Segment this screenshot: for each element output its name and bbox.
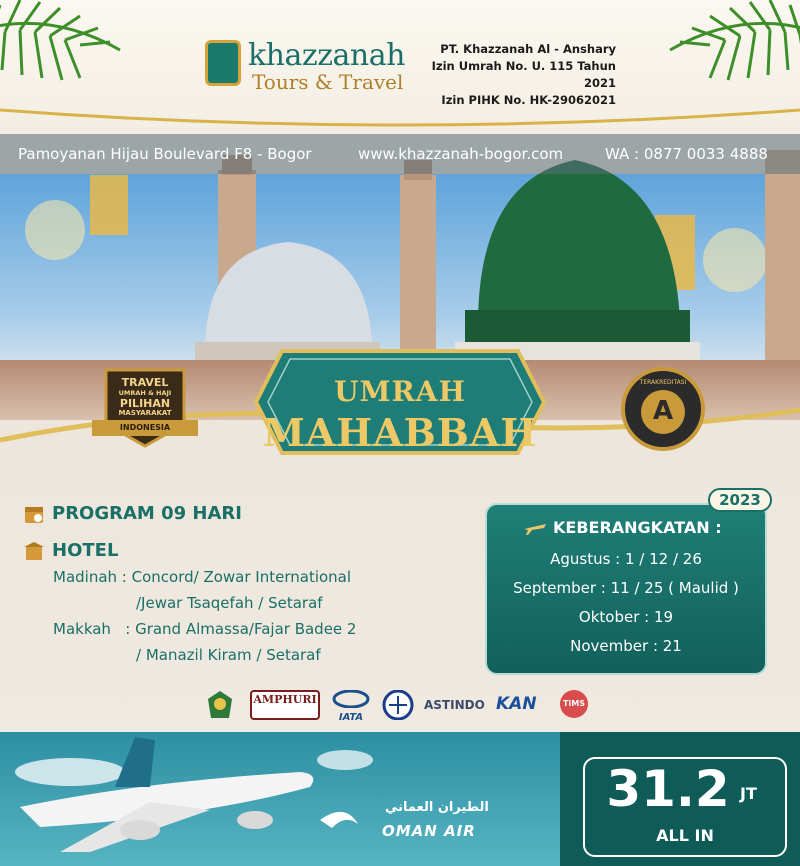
hotel-madinah-line2: /Jewar Tsaqefah / Setaraf: [136, 594, 323, 612]
hotel-icon: [24, 542, 44, 560]
license-pihk: Izin PIHK No. HK-29062021: [441, 93, 616, 107]
title-umrah: UMRAH: [334, 375, 466, 408]
travel-pilihan-badge: [92, 366, 198, 452]
hotel-makkah-line1: Makkah : Grand Almassa/Fajar Badee 2: [53, 620, 357, 638]
accreditation-badge: [620, 366, 706, 452]
globe-icon: [332, 690, 370, 708]
hotel-heading: HOTEL: [52, 540, 119, 561]
hotel-madinah-line1: Madinah : Concord/ Zowar International: [53, 568, 352, 586]
hotel-makkah-line2: / Manazil Kiram / Setaraf: [136, 646, 321, 664]
astindo-logo: ASTINDO: [424, 698, 485, 712]
calendar-icon: [24, 504, 44, 524]
oman-air-airplane-illustration: [0, 732, 560, 866]
departure-date-october: Oktober : 19: [578, 608, 674, 626]
website-link[interactable]: www.khazzanah-bogor.com: [358, 145, 564, 163]
company-name: PT. Khazzanah Al - Anshary: [440, 42, 616, 56]
kan-logo: KAN: [496, 694, 537, 714]
price-unit: JT: [740, 784, 757, 803]
whatsapp-number[interactable]: WA : 0877 0033 4888: [605, 145, 768, 163]
airplane-icon: [524, 520, 546, 536]
brand-subtitle: Tours & Travel: [252, 70, 404, 94]
departure-date-september: September : 11 / 25 ( Maulid ): [513, 579, 739, 597]
badge-pilihan: PILIHAN: [119, 397, 171, 410]
departure-date-august: Agustus : 1 / 12 / 26: [550, 550, 702, 568]
iata-logo: [332, 690, 370, 723]
program-duration: PROGRAM 09 HARI: [52, 503, 242, 524]
oman-air-name: OMAN AIR: [382, 822, 476, 840]
oman-air-arabic: الطيران العماني: [385, 800, 489, 815]
badge-travel: TRAVEL: [121, 376, 169, 389]
license-umrah: Izin Umrah No. U. 115 Tahun 2021: [431, 59, 616, 90]
badge-masyarakat: MASYARAKAT: [118, 409, 172, 417]
price-value: 31.2: [606, 760, 730, 818]
year-tag: 2023: [708, 488, 772, 512]
badge-indonesia: INDONESIA: [119, 423, 171, 432]
departure-date-november: November : 21: [570, 637, 682, 655]
accreditation-grade: A: [652, 396, 674, 426]
contact-info-bar: [0, 134, 800, 174]
address-text: Pamoyanan Hijau Boulevard F8 - Bogor: [18, 145, 312, 163]
tims-logo: TiMS: [560, 690, 588, 718]
kemenag-logo-icon: [205, 690, 235, 720]
brand-name: khazzanah: [248, 38, 405, 73]
badge-umrah-haji: UMRAH & HAJI: [118, 389, 172, 397]
accreditation-label: TERAKREDITASI: [639, 379, 687, 386]
palm-leaf-right-decoration: [650, 0, 800, 100]
iata-label: IATA: [338, 712, 364, 723]
khazzanah-logo-emblem: [205, 40, 241, 86]
departure-title: KEBERANGKATAN :: [553, 518, 722, 537]
company-info: [416, 41, 616, 109]
asita-logo-icon: [380, 690, 416, 720]
price-note: ALL IN: [656, 826, 714, 845]
title-mahabbah: MAHABBAH: [262, 410, 538, 455]
amphuri-logo: AMPHURI: [250, 690, 320, 720]
palm-leaf-left-decoration: [0, 0, 130, 100]
